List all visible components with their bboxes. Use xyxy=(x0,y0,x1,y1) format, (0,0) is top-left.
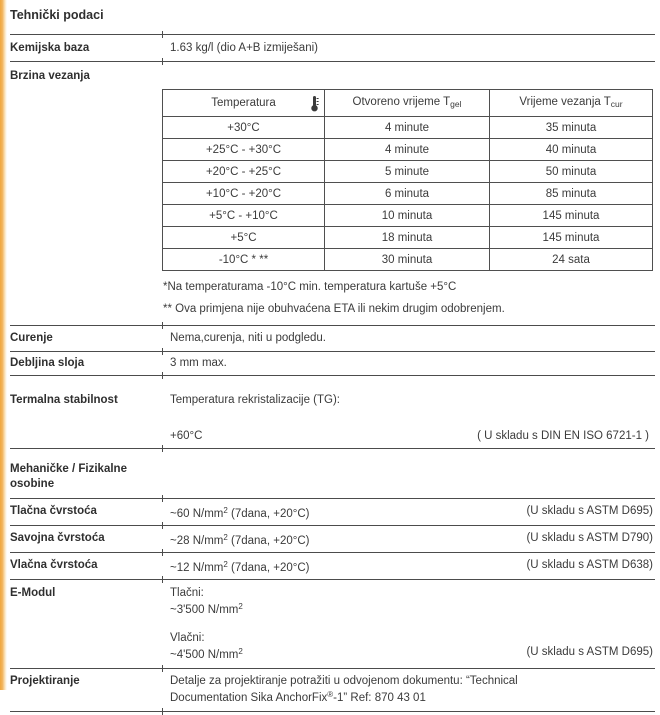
spacer xyxy=(170,617,655,631)
divider xyxy=(10,34,655,35)
field-label: Termalna stabilnost xyxy=(10,394,118,406)
row-savojna-cvrstoca xyxy=(10,526,655,552)
table-row: +30°C 4 minute 35 minuta xyxy=(163,117,653,139)
row-projektiranje xyxy=(10,669,655,711)
projektiranje-text: Detalje za projektiranje potražiti u odvojenom dokumentu: “Technical Documentation Sika AnchorFix®-1” Ref: 870 43 01 xyxy=(170,675,518,704)
e-modul-compressive-label: Tlačni: xyxy=(170,587,204,599)
accent-stripe xyxy=(0,0,7,690)
field-label: Savojna čvrstoća xyxy=(10,531,105,544)
tg-norm: ( U skladu s DIN EN ISO 6721-1 ) xyxy=(477,430,649,442)
field-value xyxy=(162,393,655,443)
table-row: -10°C * ** 30 minuta 24 sata xyxy=(163,249,653,271)
divider xyxy=(10,579,655,580)
row-brzina-vezanja xyxy=(10,62,655,83)
e-modul-tensile-value: ~4'500 $N/mm^2$ xyxy=(170,647,243,661)
page-title: Tehnički podaci xyxy=(10,8,104,22)
table-row: +5°C 18 minuta 145 minuta xyxy=(163,227,653,249)
divider xyxy=(10,351,655,352)
row-tlacna-cvrstoca xyxy=(10,499,655,525)
table-footnote-2: ** Ova primjena nije obuhvaćena ETA ili nekim drugim odobrenjem. xyxy=(163,303,505,315)
divider xyxy=(10,375,655,376)
field-label: Curenje xyxy=(10,332,53,344)
row-termalna-stabilnost xyxy=(10,393,655,443)
tg-value-line xyxy=(170,429,655,443)
field-label: Brzina vezanja xyxy=(10,70,90,82)
row-curenje xyxy=(10,326,655,351)
standard-reference: (U skladu s ASTM D695) xyxy=(526,646,653,658)
divider xyxy=(10,61,655,62)
field-label: E-Modul xyxy=(10,587,56,599)
table-header-row xyxy=(163,90,653,117)
table-row: +25°C - +30°C 4 minute 40 minuta xyxy=(163,139,653,161)
section-title-mechanical: Mehaničke / Fizikalne osobine xyxy=(10,463,127,490)
field-value: 3 mm max. xyxy=(170,357,227,369)
row-kemijska-baza xyxy=(10,35,655,61)
e-modul-compressive-value: ~3'500 $N/mm^2$ xyxy=(170,602,243,616)
strength-value: ~60 $N/mm^2$ (7dana, +20°C) xyxy=(170,505,310,520)
table-header-open-time: Otvoreno vrijeme $T_{gel}$ xyxy=(325,90,490,117)
field-label: Vlačna čvrstoća xyxy=(10,558,98,571)
field-value xyxy=(162,531,655,548)
row-vlacna-cvrstoca xyxy=(10,553,655,579)
table-row: +20°C - +25°C 5 minute 50 minuta xyxy=(163,161,653,183)
divider xyxy=(10,448,655,449)
divider xyxy=(10,552,655,553)
field-label: Kemijska baza xyxy=(10,42,90,54)
curing-speed-table xyxy=(162,89,653,271)
row-debljina-sloja xyxy=(10,352,655,375)
field-value xyxy=(162,586,655,662)
divider xyxy=(10,711,655,712)
field-value xyxy=(162,558,655,575)
datasheet-page xyxy=(10,8,655,712)
strength-value: ~12 $N/mm^2$ (7dana, +20°C) xyxy=(170,559,310,574)
field-label: Projektiranje xyxy=(10,675,80,687)
field-value xyxy=(162,504,655,521)
row-e-modul xyxy=(10,580,655,668)
table-header-temperature: Temperatura xyxy=(163,90,325,117)
strength-value: ~28 $N/mm^2$ (7dana, +20°C) xyxy=(170,532,310,547)
field-label: Debljina sloja xyxy=(10,357,85,369)
table-row: +10°C - +20°C 6 minuta 85 minuta xyxy=(163,183,653,205)
field-value: Nema,curenja, niti u podgledu. xyxy=(170,332,326,344)
field-label: Tlačna čvrstoća xyxy=(10,504,97,517)
table-header-cure-time: Vrijeme vezanja $T_{cur}$ xyxy=(490,90,653,117)
standard-reference: (U skladu s ASTM D790) xyxy=(526,531,653,544)
divider xyxy=(10,325,655,326)
divider xyxy=(10,668,655,669)
divider xyxy=(10,525,655,526)
standard-reference: (U skladu s ASTM D695) xyxy=(526,504,653,517)
e-modul-tensile-label: Vlačni: xyxy=(170,632,205,644)
e-modul-tensile-value-line xyxy=(170,645,655,662)
thermometer-icon xyxy=(310,95,319,116)
divider xyxy=(10,498,655,499)
tg-temperature: +60°C xyxy=(170,430,203,442)
table-footnote-1: *Na temperaturama -10°C min. temperatura kartuše +5°C xyxy=(163,281,457,293)
field-value: 1.63 kg/l (dio A+B izmiješani) xyxy=(170,42,318,54)
tg-description: Temperatura rekristalizacije (TG): xyxy=(170,394,340,406)
standard-reference: (U skladu s ASTM D638) xyxy=(526,558,653,571)
table-row: +5°C - +10°C 10 minuta 145 minuta xyxy=(163,205,653,227)
